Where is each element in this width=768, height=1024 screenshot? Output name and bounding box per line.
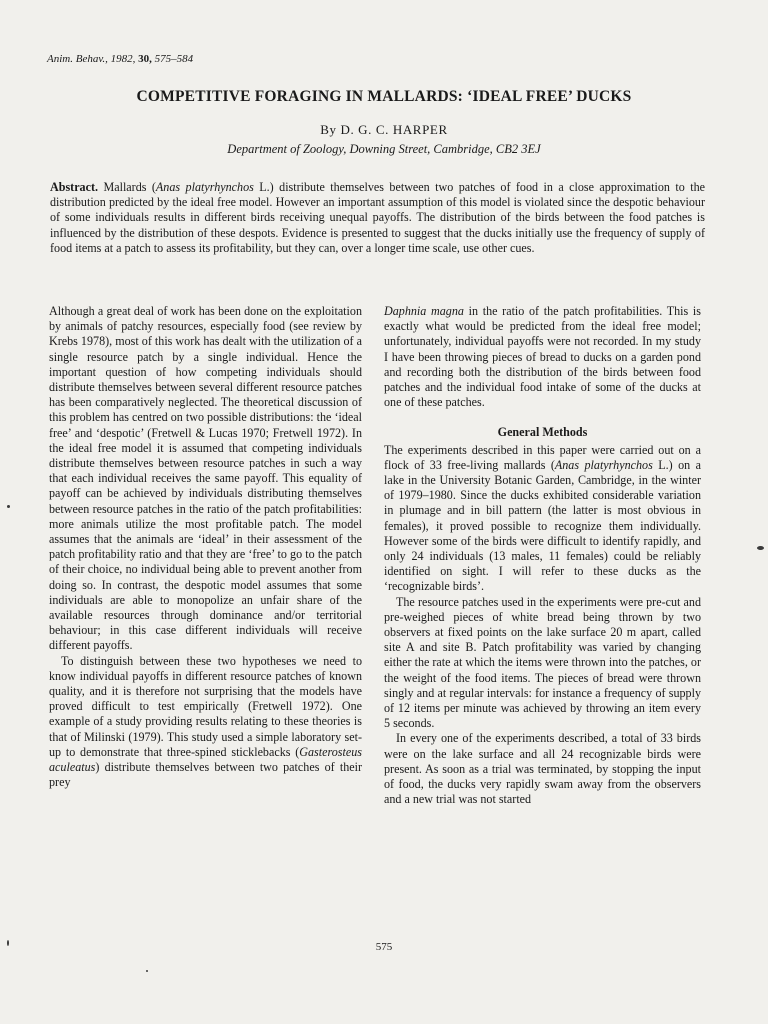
scan-speck	[7, 505, 10, 508]
paper-title: COMPETITIVE FORAGING IN MALLARDS: ‘IDEAL FREE’ DUCKS	[136, 88, 632, 105]
body-paragraph: To distinguish between these two hypotheses we need to know individual payoffs in different resource patches of known quality, and it is therefore not surprising that the models have proved difficult to test empirically (Fretwell 1972). One example of a study providing results relating to these theories is that of Milinski (1979). This study used a simple laboratory set-up to demonstrate that three-spined sticklebacks (Gasterosteus aculeatus) distribute themselves between two patches of their prey	[49, 653, 362, 790]
journal-pages: 575–584	[154, 53, 194, 65]
body-paragraph: In every one of the experiments described, a total of 33 birds were on the lake surface and all 24 recognizable birds were present. As soon as a trial was terminated, by stopping the input of food, the ducks very rapidly swam away from the observers and a new trial was not started	[384, 731, 701, 807]
abstract	[50, 180, 705, 256]
section-heading: General Methods	[497, 425, 588, 440]
author-affiliation: Department of Zoology, Downing Street, Cambridge, CB2 3EJ	[227, 142, 541, 156]
body-paragraph: The resource patches used in the experiments were pre-cut and pre-weighed pieces of white bread being thrown by two observers at fixed points on the lake surface 20 m apart, called site A and site B. Patch profitability was varied by changing either the rate at which the items were thrown into the patches, or the weight of the food items. The pieces of bread were thrown singly and at regular intervals: for instance a frequency of supply of 12 items per minute was achieved by throwing an item every 5 seconds.	[384, 594, 701, 731]
scan-speck	[757, 546, 764, 550]
journal-volume: 30,	[138, 53, 152, 65]
body-paragraph: The experiments described in this paper were carried out on a flock of 33 free-living mallards (Anas platyrhynchos L.) on a lake in the University Botanic Garden, Cambridge, in the winter of 1979–1980. Since the ducks exhibited considerable variation in plumage and in bill pattern (the latter is most obvious in females), it proved possible to recognize them individually. However some of the birds were difficult to identify rapidly, and only 24 individuals (13 males, 11 females) could be reliably identified on sight. I will refer to these ducks as the ‘recognizable birds’.	[384, 442, 701, 594]
abstract-text: Mallards (Anas platyrhynchos L.) distribute themselves between two patches of food in a close approximation to the distribution predicted by the ideal free model. However an important assumption of this model is violated since the despotic behaviour of some individuals results in different birds receiving unequal payoffs. The distribution of the birds between the food patches is influenced by the distribution of these despots. Evidence is presented to suggest that the ducks initially use the frequency of supply of food items at a patch to assess its profitability, but they can, over a longer time scale, use other cues.	[50, 180, 705, 255]
journal-citation	[47, 53, 193, 65]
abstract-label: Abstract.	[50, 180, 99, 194]
body-paragraph: Although a great deal of work has been done on the exploitation by animals of patchy resources, especially food (see review by Krebs 1978), most of this work has dealt with the utilization of a single resource patch by a single individual. Hence the important question of how competing individuals should distribute themselves between several different resource patches has been comparatively neglected. The theoretical discussion of this problem has centred on two possible distributions: the ‘ideal free’ and ‘despotic’ (Fretwell & Lucas 1970; Fretwell 1972). In the ideal free model it is assumed that competing individuals distribute themselves between resource patches in such a way that each individual receives the same payoff. This equality of payoff can be achieved by individuals distributing themselves between resource patches in the ratio of the patch profitabilities: more animals utilize the most profitable patch. The model assumes that the animals are ‘ideal’ in their assessment of the patch profitability ratio and that they are ‘free’ to go to the patch of their choice, no individual being able to prevent another from doing so. In contrast, the despotic model assumes that some individuals are able to monopolize an unfair share of the available resources through dominance and/or territorial behaviour; in this case different individuals will receive different payoffs.	[49, 304, 362, 653]
journal-name: Anim. Behav.,	[47, 53, 108, 65]
author-byline: By D. G. C. HARPER	[320, 122, 448, 137]
right-column	[384, 304, 701, 808]
scan-speck	[7, 940, 9, 946]
left-column	[49, 304, 362, 791]
scan-speck	[146, 970, 148, 972]
journal-year: 1982,	[110, 53, 136, 65]
page-number: 575	[375, 941, 393, 953]
body-paragraph: Daphnia magna in the ratio of the patch profitabilities. This is exactly what would be predicted from the ideal free model; unfortunately, individual payoffs were not recorded. In my study I have been throwing pieces of bread to ducks on a garden pond and recording both the distribution of the birds between food patches and the individual food intake of some of the ducks at one of these patches.	[384, 304, 701, 410]
